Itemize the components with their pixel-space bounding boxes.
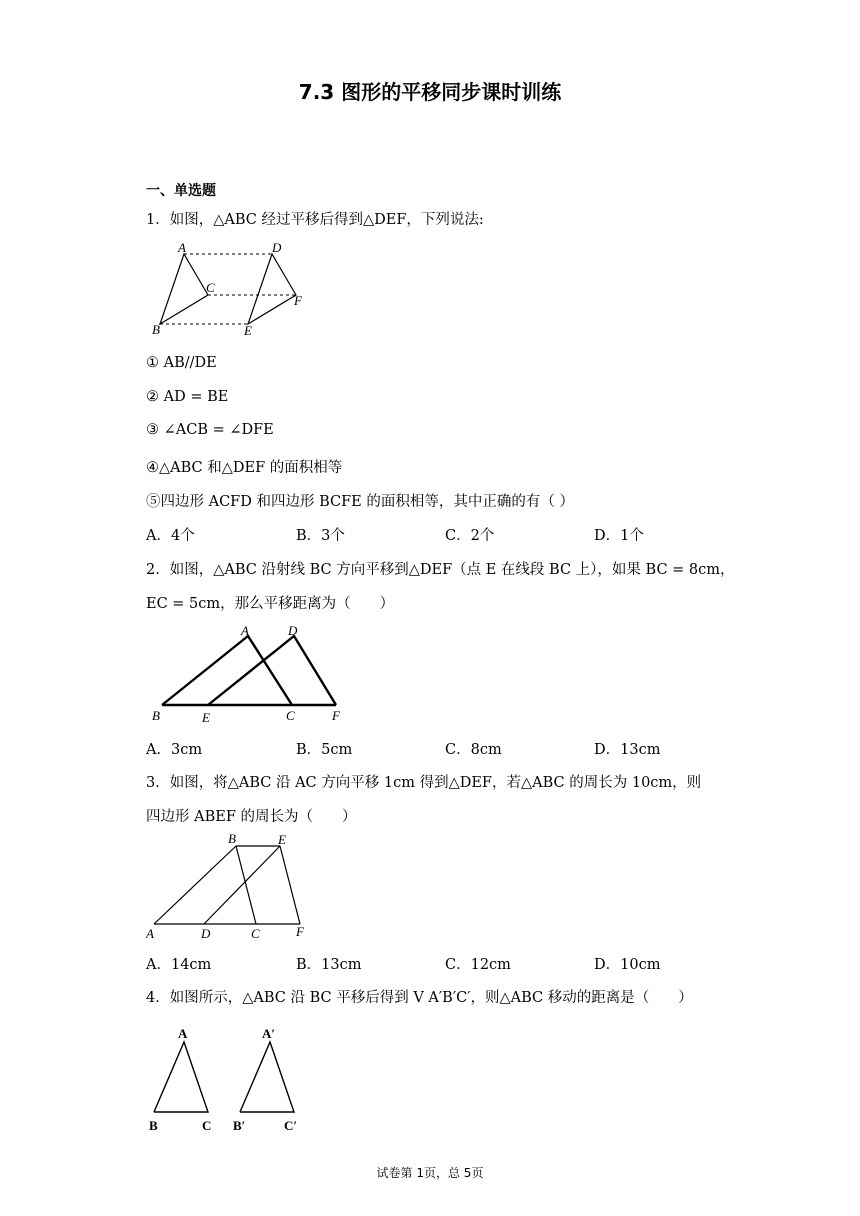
q4-line-1: 4．如图所示，△ABC 沿 BC 平移后得到 V A′B′C′，则△ABC 移动的距离是（ ）: [146, 990, 693, 1006]
q4-label-B-prime: B′: [233, 1118, 246, 1133]
page-footer: 试卷第 1页，总 5页: [376, 1166, 484, 1180]
section-heading: 一、单选题: [146, 183, 216, 199]
q2-label-C: C: [286, 708, 295, 723]
q2-label-E: E: [202, 710, 210, 725]
q3-label-E: E: [278, 832, 286, 847]
q3-line-1: 3．如图，将△ABC 沿 AC 方向平移 1cm 得到△DEF，若△ABC 的周长为 10cm，则: [146, 775, 702, 791]
q1-figure: [146, 242, 316, 340]
q2-option-d[interactable]: D．13cm: [594, 742, 661, 758]
q2-label-A: A: [241, 623, 249, 638]
q2-figure: [146, 622, 366, 726]
q4-label-A: A: [178, 1026, 188, 1041]
q1-label-A: A: [178, 242, 186, 255]
q3-option-d[interactable]: D．10cm: [594, 957, 661, 973]
q2-line-2: EC = 5cm，那么平移距离为（ ）: [146, 596, 395, 612]
q2-line-1: 2．如图，△ABC 沿射线 BC 方向平移到△DEF（点 E 在线段 BC 上），如果 BC = 8cm，: [146, 562, 735, 578]
page-title: 7.3 图形的平移同步课时训练: [298, 80, 562, 104]
q2-option-b[interactable]: B．5cm: [296, 742, 353, 758]
q3-line-2: 四边形 ABEF 的周长为（ ）: [146, 809, 357, 825]
q1-label-B: B: [152, 322, 160, 337]
q1-statement-5: ⑤四边形 ACFD 和四边形 BCFE 的面积相等，其中正确的有（ ）: [146, 494, 574, 510]
q1-option-c[interactable]: C．2个: [445, 528, 495, 544]
q1-option-d[interactable]: D．1个: [594, 528, 644, 544]
q3-option-b[interactable]: B．13cm: [296, 957, 362, 973]
q3-label-F: F: [296, 924, 304, 939]
q1-statement-4: ④△ABC 和△DEF 的面积相等: [146, 460, 343, 476]
q3-option-c[interactable]: C．12cm: [445, 957, 511, 973]
q1-option-a[interactable]: A．4个: [146, 528, 195, 544]
q4-figure: [146, 1018, 346, 1138]
q4-label-A-prime: A′: [262, 1026, 276, 1041]
q4-label-B: B: [149, 1118, 158, 1133]
q2-label-D: D: [288, 623, 298, 638]
q3-label-B: B: [228, 831, 236, 846]
q1-label-E: E: [244, 323, 252, 338]
q2-option-c[interactable]: C．8cm: [445, 742, 502, 758]
q2-label-F: F: [332, 708, 340, 723]
q1-option-b[interactable]: B．3个: [296, 528, 345, 544]
q2-option-a[interactable]: A．3cm: [146, 742, 203, 758]
q3-figure: [146, 830, 316, 942]
q1-label-F: F: [294, 293, 302, 308]
q3-label-A: A: [146, 926, 154, 941]
q3-option-a[interactable]: A．14cm: [146, 957, 212, 973]
q4-label-C: C: [202, 1118, 212, 1133]
q1-statement-3: ③ ∠ACB = ∠DFE: [146, 422, 274, 438]
q1-stem: 1．如图，△ABC 经过平移后得到△DEF，下列说法:: [146, 212, 484, 228]
q1-statement-2: ② AD = BE: [146, 389, 229, 405]
q1-label-C: C: [206, 280, 215, 295]
q4-label-C-prime: C′: [284, 1118, 298, 1133]
q1-statement-1: ① AB//DE: [146, 355, 217, 371]
q3-label-D: D: [201, 926, 211, 941]
q2-label-B: B: [152, 708, 160, 723]
q3-label-C: C: [251, 926, 260, 941]
q1-label-D: D: [272, 242, 282, 255]
